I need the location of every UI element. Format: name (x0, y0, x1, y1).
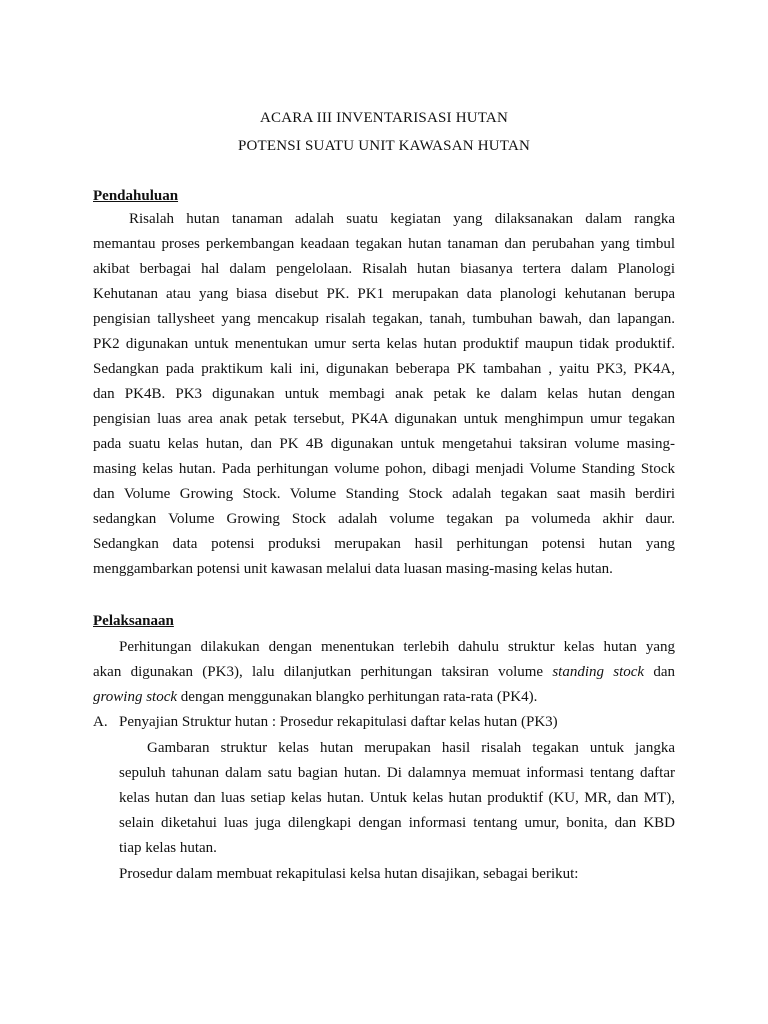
italic-term: standing stock (552, 664, 645, 680)
paragraph-line: masing kelas hutan. Pada perhitungan volume pohon, dibagi menjadi Volume Standing Stock (93, 461, 675, 477)
paragraph-line: dan Volume Growing Stock. Volume Standing Stock adalah tegakan saat masih berdiri (93, 486, 675, 502)
section-heading-pendahuluan: Pendahuluan (93, 188, 179, 204)
paragraph-line: dan PK4B. PK3 digunakan untuk membagi anak petak ke dalam kelas hutan dengan (93, 386, 675, 402)
text-run: dan (644, 664, 675, 680)
italic-term: growing stock (93, 689, 178, 705)
section-heading-pelaksanaan: Pelaksanaan (93, 613, 174, 629)
paragraph-line: akibat berbagai hal dalam pengelolaan. Risalah hutan biasanya tertera dalam Planologi (93, 261, 675, 277)
text-run: dengan menggunakan blangko perhitungan rata-rata (PK4). (177, 689, 538, 705)
list-item-a-label: A. (93, 714, 108, 730)
paragraph-line: Kehutanan atau yang biasa disebut PK. PK1 merupakan data planologi kehutanan berupa (93, 286, 675, 302)
paragraph-line: pada suatu kelas hutan, dan PK 4B digunakan untuk mengetahui taksiran volume masing- (93, 436, 675, 452)
paragraph-line: sepuluh tahunan dalam satu bagian hutan. Di dalamnya memuat informasi tentang daftar (119, 765, 675, 781)
paragraph-line: sedangkan Volume Growing Stock adalah volume tegakan pa volumeda akhir daur. (93, 511, 675, 527)
paragraph-line: memantau proses perkembangan keadaan tegakan hutan tanaman dan perubahan yang timbul (93, 236, 675, 252)
paragraph-line: Perhitungan dilakukan dengan menentukan terlebih dahulu struktur kelas hutan yang (119, 639, 675, 655)
document-title: ACARA III INVENTARISASI HUTAN (260, 110, 508, 126)
paragraph-line: PK2 digunakan untuk menentukan umur serta kelas hutan produktif maupun tidak produktif. (93, 336, 675, 352)
text-run: akan digunakan (PK3), lalu dilanjutkan perhitungan taksiran volume (93, 664, 553, 680)
paragraph-line: Risalah hutan tanaman adalah suatu kegiatan yang dilaksanakan dalam rangka (129, 211, 675, 227)
procedure-text: Prosedur dalam membuat rekapitulasi kelsa hutan disajikan, sebagai berikut: (119, 866, 579, 882)
paragraph-line: pengisian luas area anak petak tersebut, PK4A digunakan untuk menghimpun umur tegakan (93, 411, 675, 427)
paragraph-line (93, 689, 537, 706)
paragraph-line: kelas hutan dan luas setiap kelas hutan. Untuk kelas hutan produktif (KU, MR, dan MT), (119, 790, 675, 806)
paragraph-line: Sedangkan pada praktikum kali ini, digunakan beberapa PK tambahan , yaitu PK3, PK4A, (93, 361, 675, 377)
paragraph-line: menggambarkan potensi unit kawasan melalui data luasan masing-masing kelas hutan. (93, 561, 613, 577)
document-subtitle: POTENSI SUATU UNIT KAWASAN HUTAN (237, 138, 531, 154)
paragraph-line (93, 664, 675, 681)
paragraph-line: pengisian tallysheet yang mencakup risalah tegakan, tanah, tumbuhan bawah, dan lapangan. (93, 311, 675, 327)
paragraph-line: Sedangkan data potensi produksi merupakan hasil perhitungan potensi hutan yang (93, 536, 675, 552)
paragraph-line: tiap kelas hutan. (119, 840, 217, 856)
paragraph-line: Gambaran struktur kelas hutan merupakan hasil risalah tegakan untuk jangka (147, 740, 675, 756)
paragraph-line: selain diketahui luas juga dilengkapi dengan informasi tentang umur, bonita, dan KBD (119, 815, 675, 831)
list-item-a-text: Penyajian Struktur hutan : Prosedur rekapitulasi daftar kelas hutan (PK3) (119, 714, 558, 730)
